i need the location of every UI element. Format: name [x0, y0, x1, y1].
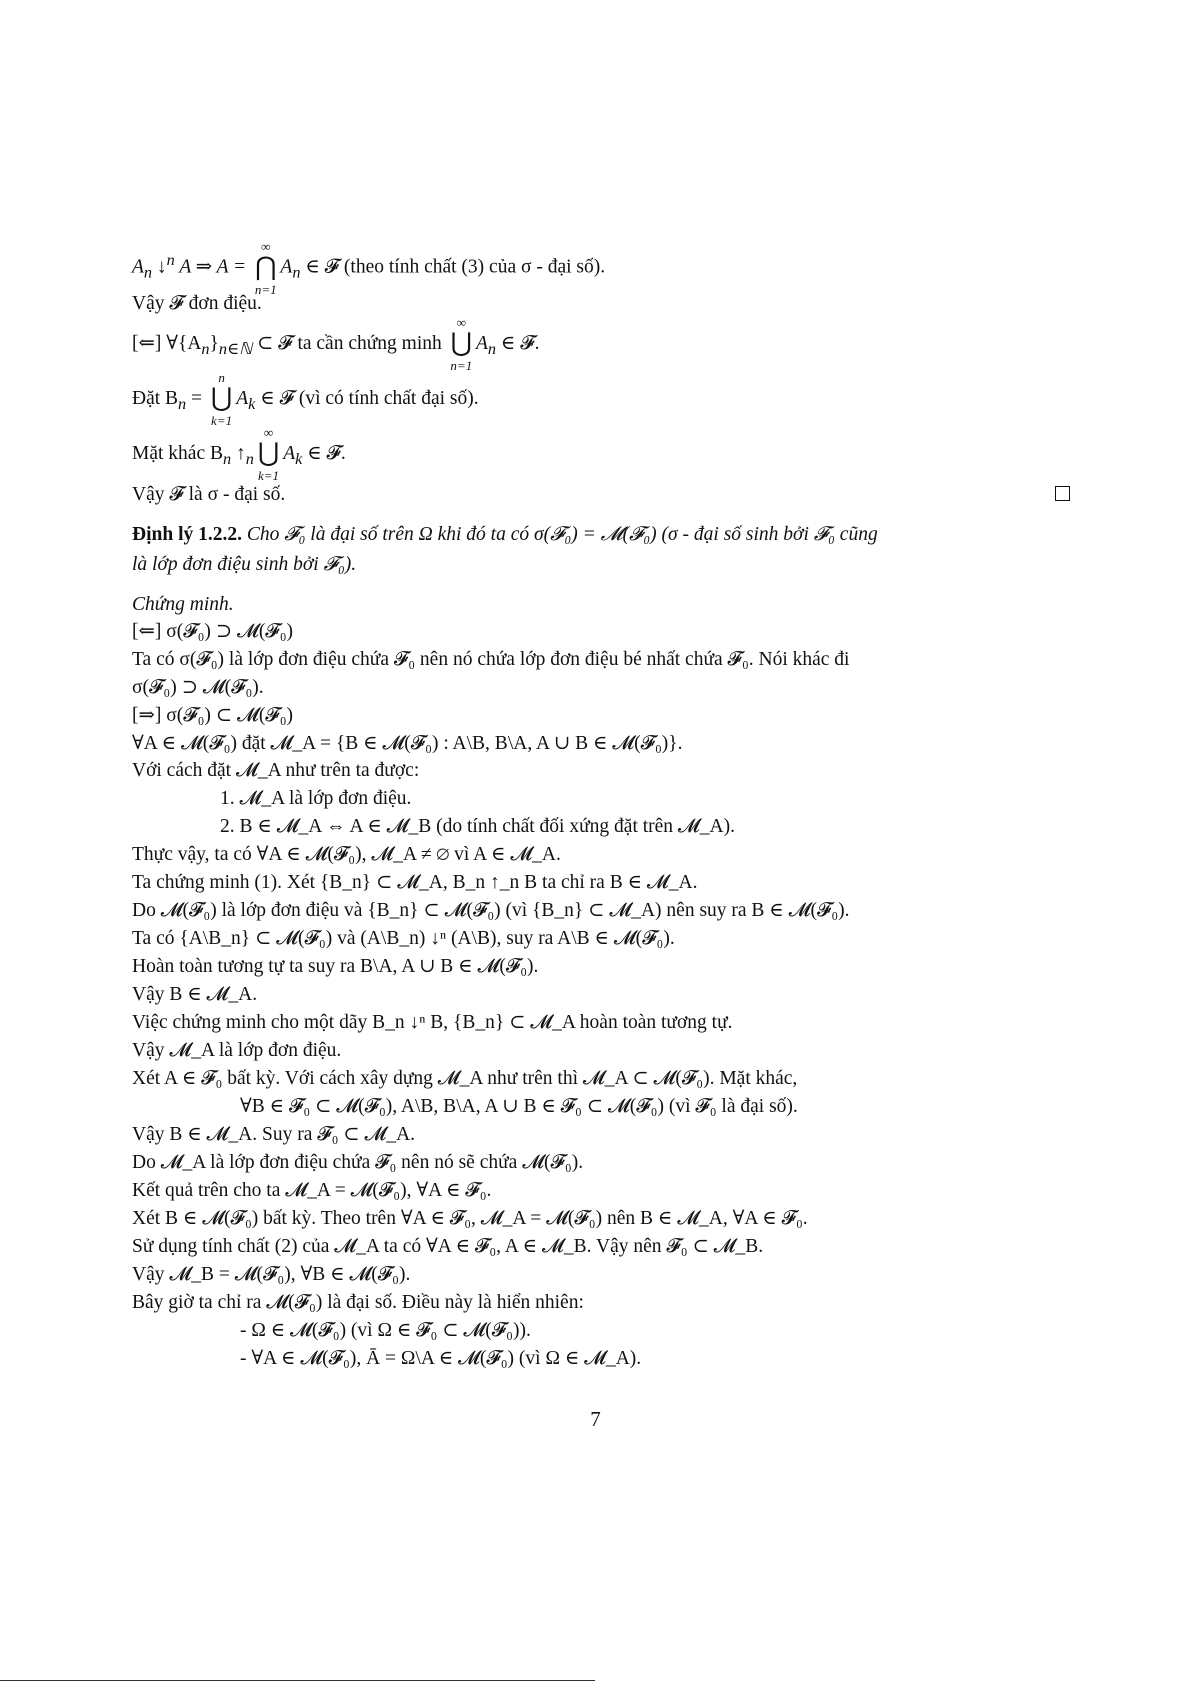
proof-line: Với cách đặt 𝓜_A như trên ta được:: [132, 760, 420, 781]
proof-line: Vậy 𝓜_B = 𝓜(𝓕₀), ∀B ∈ 𝓜(𝓕₀).: [132, 1264, 411, 1285]
proof-line: σ(𝓕₀) ⊃ 𝓜(𝓕₀).: [132, 677, 264, 698]
math-sub: n: [201, 339, 210, 358]
proof-line: ∀A ∈ 𝓜(𝓕₀) đặt 𝓜_A = {B ∈ 𝓜(𝓕₀) : A\B, B\A, A ∪ B ∈ 𝓜(𝓕₀)}.: [132, 733, 683, 754]
proof-line: Do 𝓜(𝓕₀) là lớp đơn điệu và {B_n} ⊂ 𝓜(𝓕₀) (vì {B_n} ⊂ 𝓜_A) nên suy ra B ∈ 𝓜(𝓕₀).: [132, 900, 850, 921]
list-item: 2. B ∈ 𝓜_A ⇔ A ∈ 𝓜_B (do tính chất đối xứng đặt trên 𝓜_A).: [220, 816, 735, 837]
math-text: =: [186, 387, 207, 409]
math-sub: n∈ℕ: [218, 339, 253, 358]
formula-line-union-bn: [132, 370, 479, 428]
math-text: Đặt B: [132, 387, 179, 409]
proof-line: Ta có {A\B_n} ⊂ 𝓜(𝓕₀) và (A\B_n) ↓ⁿ (A\B), suy ra A\B ∈ 𝓜(𝓕₀).: [132, 928, 675, 949]
proof-heading: Chứng minh.: [132, 594, 234, 615]
math-text: ↓: [152, 256, 167, 278]
op-symbol: ⋂: [255, 251, 277, 281]
math-text: ∈ 𝓕.: [496, 332, 540, 354]
proof-line: Vậy 𝓜_A là lớp đơn điệu.: [132, 1040, 342, 1061]
op-symbol: ⋃: [210, 383, 233, 412]
math-text: ∈ 𝓕 (theo tính chất (3) của σ - đại số).: [300, 256, 606, 278]
formula-line-increasing: [132, 425, 346, 483]
math-sub: k: [295, 449, 303, 468]
proof-line: Sử dụng tính chất (2) của 𝓜_A ta có ∀A ∈ 𝓕₀, A ∈ 𝓜_B. Vậy nên 𝓕₀ ⊂ 𝓜_B.: [132, 1236, 764, 1257]
math-sup: n: [166, 251, 175, 269]
math-text: ∈ 𝓕.: [302, 442, 346, 464]
op-lower: k=1: [257, 468, 280, 483]
footer-rule: [0, 1680, 595, 1681]
formula-line-union: [132, 315, 540, 373]
op-lower: n=1: [254, 281, 277, 297]
math-sub: n: [487, 339, 497, 358]
math-text: ⊂ 𝓕 ta cần chứng minh: [252, 332, 447, 354]
formula-line-intersection: [132, 238, 606, 297]
op-lower: k=1: [211, 413, 233, 428]
math-text: A: [236, 387, 249, 409]
proof-line: Việc chứng minh cho một dãy B_n ↓ⁿ B, {B_n} ⊂ 𝓜_A hoàn toàn tương tự.: [132, 1012, 733, 1033]
text-line: Vậy 𝓕 là σ - đại số.: [132, 484, 286, 505]
math-text: A ⇒ A =: [174, 256, 252, 278]
proof-line: Kết quả trên cho ta 𝓜_A = 𝓜(𝓕₀), ∀A ∈ 𝓕₀.: [132, 1180, 492, 1201]
big-union: [450, 315, 473, 373]
proof-line: Xét B ∈ 𝓜(𝓕₀) bất kỳ. Theo trên ∀A ∈ 𝓕₀, 𝓜_A = 𝓜(𝓕₀) nên B ∈ 𝓜_A, ∀A ∈ 𝓕₀.: [132, 1208, 808, 1229]
proof-line: Xét A ∈ 𝓕₀ bất kỳ. Với cách xây dựng 𝓜_A như trên thì 𝓜_A ⊂ 𝓜(𝓕₀). Mặt khác,: [132, 1068, 798, 1089]
math-text: A: [132, 256, 144, 278]
theorem-title: Định lý 1.2.2.: [132, 524, 242, 545]
math-sub: n: [178, 394, 187, 413]
proof-line: Do 𝓜_A là lớp đơn điệu chứa 𝓕₀ nên nó sẽ chứa 𝓜(𝓕₀).: [132, 1152, 584, 1173]
math-text: A: [280, 256, 293, 278]
theorem-line-1: [132, 523, 878, 547]
text-line: Vậy 𝓕 đơn điệu.: [132, 293, 262, 314]
theorem-line-2: là lớp đơn điệu sinh bởi 𝓕₀).: [132, 554, 357, 575]
math-text: [⇐] ∀{A: [132, 332, 202, 354]
math-text: }: [209, 332, 219, 354]
theorem-body: Cho 𝓕₀ là đại số trên Ω khi đó ta có σ(𝓕₀) = 𝓜(𝓕₀) (σ - đại số sinh bởi 𝓕₀ cũng: [241, 524, 878, 545]
list-item: - Ω ∈ 𝓜(𝓕₀) (vì Ω ∈ 𝓕₀ ⊂ 𝓜(𝓕₀)).: [240, 1320, 531, 1341]
list-item: 1. 𝓜_A là lớp đơn điệu.: [220, 788, 412, 809]
proof-line: Ta có σ(𝓕₀) là lớp đơn điệu chứa 𝓕₀ nên nó chứa lớp đơn điệu bé nhất chứa 𝓕₀. Nói khác đi: [132, 649, 850, 670]
proof-line: [⇐] σ(𝓕₀) ⊃ 𝓜(𝓕₀): [132, 621, 293, 642]
op-upper: ∞: [456, 315, 466, 330]
math-text: ∈ 𝓕 (vì có tính chất đại số).: [255, 387, 479, 409]
op-upper: n: [218, 370, 225, 385]
math-text: A: [283, 442, 296, 464]
op-upper: ∞: [263, 425, 274, 440]
qed-box-icon: [1055, 486, 1070, 501]
proof-line: Bây giờ ta chỉ ra 𝓜(𝓕₀) là đại số. Điều này là hiển nhiên:: [132, 1292, 584, 1313]
big-union: [257, 425, 280, 483]
op-symbol: ⋃: [450, 328, 472, 357]
proof-line: [⇒] σ(𝓕₀) ⊂ 𝓜(𝓕₀): [132, 705, 293, 726]
proof-line: Hoàn toàn tương tự ta suy ra B\A, A ∪ B ∈ 𝓜(𝓕₀).: [132, 956, 539, 977]
math-sub: n: [245, 449, 254, 468]
math-text: Mặt khác B: [132, 442, 223, 464]
big-intersection: [254, 238, 277, 297]
math-sub: k: [248, 394, 256, 413]
math-sub: n: [222, 449, 232, 468]
proof-line: Vậy B ∈ 𝓜_A.: [132, 984, 258, 1005]
proof-line-indented: ∀B ∈ 𝓕₀ ⊂ 𝓜(𝓕₀), A\B, B\A, A ∪ B ∈ 𝓕₀ ⊂ 𝓜(𝓕₀) (vì 𝓕₀ là đại số).: [240, 1096, 798, 1117]
math-sub: n: [292, 263, 301, 282]
math-text: ↑: [231, 442, 246, 464]
op-upper: ∞: [261, 238, 271, 254]
list-item: - ∀A ∈ 𝓜(𝓕₀), Ā = Ω\A ∈ 𝓜(𝓕₀) (vì Ω ∈ 𝓜_A).: [240, 1348, 642, 1369]
proof-line: Ta chứng minh (1). Xét {B_n} ⊂ 𝓜_A, B_n ↑_n B ta chỉ ra B ∈ 𝓜_A.: [132, 872, 698, 893]
big-union: [210, 370, 233, 428]
math-sub: n: [143, 263, 153, 282]
op-lower: n=1: [450, 358, 473, 373]
page-number: 7: [590, 1407, 601, 1431]
math-text: A: [475, 332, 488, 354]
op-symbol: ⋃: [257, 438, 280, 467]
proof-line: Vậy B ∈ 𝓜_A. Suy ra 𝓕₀ ⊂ 𝓜_A.: [132, 1124, 416, 1145]
proof-line: Thực vậy, ta có ∀A ∈ 𝓜(𝓕₀), 𝓜_A ≠ ∅ vì A ∈ 𝓜_A.: [132, 844, 561, 865]
